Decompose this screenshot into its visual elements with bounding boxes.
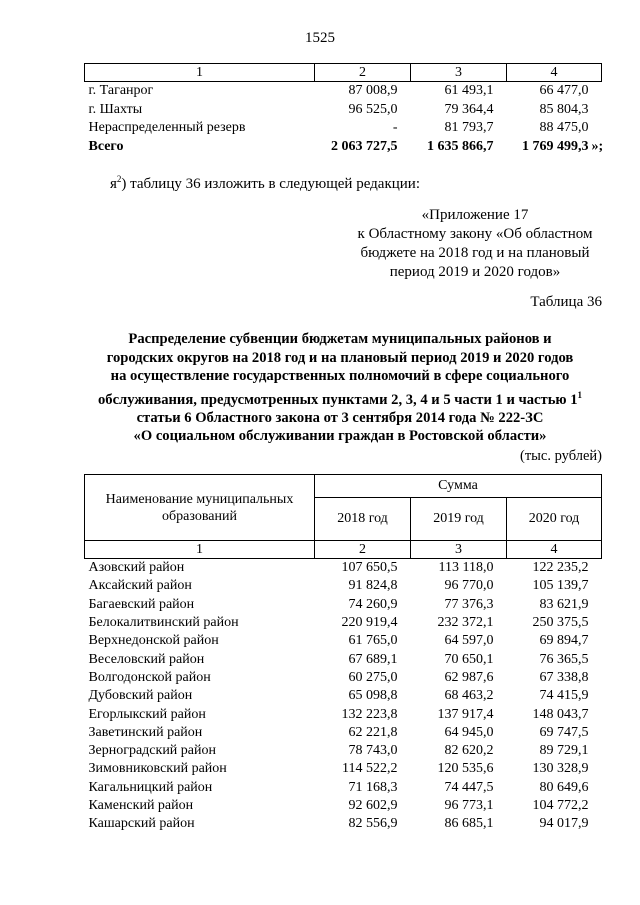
- value-2019: 70 650,1: [444, 651, 494, 667]
- table-row: [85, 742, 602, 760]
- amendment-text: [110, 174, 420, 193]
- value-2018: 71 168,3: [348, 779, 398, 795]
- value-2019: 120 535,6: [437, 761, 494, 777]
- row-name: Белокалитвинский район: [88, 615, 239, 631]
- table-row: [85, 559, 602, 578]
- row-name: Всего: [88, 138, 124, 154]
- row-name: Аксайский район: [88, 578, 192, 594]
- row-name: Дубовский район: [88, 688, 193, 704]
- value-2020: 83 621,9: [539, 596, 589, 612]
- column-numbering-row: [85, 541, 602, 559]
- value-2020: 105 139,7: [532, 578, 589, 594]
- col-number-2: 2: [315, 541, 411, 559]
- col-number-3: 3: [411, 541, 507, 559]
- table-row: [85, 632, 602, 650]
- value-2019: 96 773,1: [444, 798, 494, 813]
- value-2020: 94 017,9: [539, 816, 589, 832]
- value-2020: 66 477,0: [539, 83, 589, 99]
- total-row: [85, 138, 602, 157]
- value-2019: 64 597,0: [444, 633, 494, 649]
- value-2018: 220 919,4: [341, 615, 398, 631]
- title-line-4: [80, 386, 600, 409]
- col-number-4: 4: [507, 64, 602, 82]
- amendment-sup: 2: [116, 174, 122, 184]
- value-2018: 60 275,0: [348, 669, 398, 685]
- value-2018: 132 223,8: [341, 706, 398, 722]
- value-2018: 2 063 727,5: [331, 138, 398, 154]
- value-2019: 137 917,4: [437, 706, 494, 722]
- table-row: [85, 797, 602, 815]
- row-name: Веселовский район: [88, 651, 205, 667]
- title-line-5: статьи 6 Областного закона от 3 сентября 2014 года № 222-ЗС: [136, 409, 544, 426]
- row-name: Зерноградский район: [88, 743, 216, 759]
- header-municipality-line-1: Наименование муниципальных: [105, 491, 294, 507]
- page-number: 1525: [305, 30, 335, 46]
- table-row: [85, 119, 602, 138]
- value-2019: 62 987,6: [444, 669, 494, 685]
- value-2020: 88 475,0: [539, 120, 589, 136]
- row-name: Верхнедонской район: [88, 633, 219, 649]
- table-row: [85, 82, 602, 101]
- table-row: [85, 101, 602, 120]
- appendix-line-4: период 2019 и 2020 годов»: [389, 264, 561, 280]
- value-2018: 78 743,0: [348, 743, 398, 759]
- value-2018: 91 824,8: [348, 578, 398, 594]
- value-2019: 81 793,7: [444, 120, 494, 136]
- table-row: [85, 577, 602, 595]
- header-2018: 2018 год: [315, 498, 411, 541]
- appendix-heading: [355, 206, 595, 282]
- table-row: [85, 760, 602, 778]
- value-2020: 76 365,5: [539, 651, 589, 667]
- value-2018: 96 525,0: [348, 101, 398, 117]
- value-2018: -: [392, 120, 398, 136]
- value-2019: 82 620,2: [444, 743, 494, 759]
- table-row: [85, 687, 602, 705]
- value-2020: 85 804,3: [539, 101, 589, 117]
- appendix-line-1: «Приложение 17: [421, 207, 529, 223]
- value-2019: 64 945,0: [444, 724, 494, 740]
- title-line-6: «О социальном обслуживании граждан в Ростовской области»: [133, 428, 547, 445]
- value-2020: 80 649,6: [539, 779, 589, 795]
- value-2019: 79 364,4: [444, 101, 494, 117]
- appendix-line-3: бюджете на 2018 год и на плановый: [360, 245, 590, 261]
- title-line-4-sup: 1: [577, 389, 583, 400]
- table-row: [85, 650, 602, 668]
- value-2018: 65 098,8: [348, 688, 398, 704]
- row-name: Волгодонской район: [88, 669, 211, 685]
- amendment-prefix: я: [110, 176, 117, 192]
- value-2019: 86 685,1: [444, 816, 494, 832]
- value-2019: 232 372,1: [437, 615, 494, 631]
- value-2018: 62 221,8: [348, 724, 398, 740]
- value-2019: 77 376,3: [444, 596, 494, 612]
- header-2020: 2020 год: [507, 498, 602, 541]
- value-2020: 74 415,9: [539, 688, 589, 704]
- table-row: [85, 724, 602, 742]
- row-name: Заветинский район: [88, 724, 203, 740]
- value-2020: 69 894,7: [539, 633, 589, 649]
- table-row: [85, 815, 602, 833]
- value-2019: 1 635 866,7: [427, 138, 494, 154]
- table-label: Таблица 36: [530, 294, 602, 310]
- title-line-1: Распределение субвенции бюджетам муниципальных районов и: [128, 331, 552, 347]
- previous-table-continuation: [84, 63, 602, 156]
- value-2020: 1 769 499,3 »;: [522, 138, 604, 154]
- header-sum: Сумма: [315, 475, 602, 498]
- col-number-4: 4: [507, 541, 602, 559]
- row-name: Егорлыкский район: [88, 706, 206, 722]
- value-2020: 122 235,2: [532, 560, 589, 576]
- table-row: [85, 705, 602, 723]
- value-2018: 61 765,0: [348, 633, 398, 649]
- header-municipality-line-2: образований: [162, 508, 237, 524]
- row-name: г. Шахты: [88, 101, 143, 117]
- value-2020: 89 729,1: [539, 743, 589, 759]
- row-name: Азовский район: [88, 560, 185, 576]
- value-2018: 114 522,2: [342, 761, 398, 777]
- row-name: Зимовниковский район: [88, 761, 227, 777]
- value-2018: 67 689,1: [348, 651, 398, 667]
- col-number-1: 1: [85, 64, 315, 82]
- value-2019: 68 463,2: [444, 688, 494, 704]
- value-2018: 107 650,5: [341, 560, 398, 576]
- row-name: Кагальницкий район: [88, 779, 213, 795]
- value-2019: 61 493,1: [444, 83, 494, 99]
- table-row: [85, 669, 602, 687]
- col-number-1: 1: [85, 541, 315, 559]
- value-2020: 69 747,5: [539, 724, 589, 740]
- col-number-2: 2: [315, 64, 411, 82]
- value-2018: 82 556,9: [348, 816, 398, 832]
- value-2019: 113 118,0: [438, 560, 494, 576]
- value-2020: 67 338,8: [539, 669, 589, 685]
- title-line-4-text: обслуживания, предусмотренных пунктами 2, 3, 4 и 5 части 1 и частью 1: [97, 391, 578, 408]
- header-2019: 2019 год: [411, 498, 507, 541]
- column-numbering-row: [85, 64, 602, 82]
- subvention-table: [84, 474, 602, 833]
- value-2020: 250 375,5: [532, 615, 589, 631]
- title-line-3: на осуществление государственных полномочий в сфере социального: [110, 368, 570, 384]
- row-name: Кашарский район: [88, 816, 195, 832]
- row-name: Нераспределенный резерв: [88, 120, 246, 136]
- value-2018: 87 008,9: [348, 83, 398, 99]
- value-2019: 96 770,0: [444, 578, 494, 594]
- table-title: [80, 330, 600, 446]
- value-2018: 74 260,9: [348, 596, 398, 612]
- header-municipality: [85, 475, 315, 541]
- value-2019: 74 447,5: [444, 779, 494, 795]
- table-row: [85, 779, 602, 797]
- appendix-line-2: к Областному закону «Об областном: [357, 226, 593, 242]
- title-line-2: городских округов на 2018 год и на плановый период 2019 и 2020 годов: [106, 349, 574, 366]
- value-2020: 148 043,7: [532, 706, 589, 722]
- closing-quote: »;: [591, 138, 604, 154]
- value-2020: 104 772,2: [532, 798, 589, 813]
- value-2018: 92 602,9: [348, 798, 398, 813]
- units-label: (тыс. рублей): [520, 448, 602, 464]
- value-2020: 130 328,9: [532, 761, 589, 777]
- row-name: Багаевский район: [88, 596, 195, 612]
- table-row: [85, 614, 602, 632]
- table-row: [85, 596, 602, 614]
- col-number-3: 3: [411, 64, 507, 82]
- row-name: Каменский район: [88, 798, 194, 813]
- row-name: г. Таганрог: [88, 83, 154, 99]
- amendment-body: ) таблицу 36 изложить в следующей редакции:: [121, 176, 420, 192]
